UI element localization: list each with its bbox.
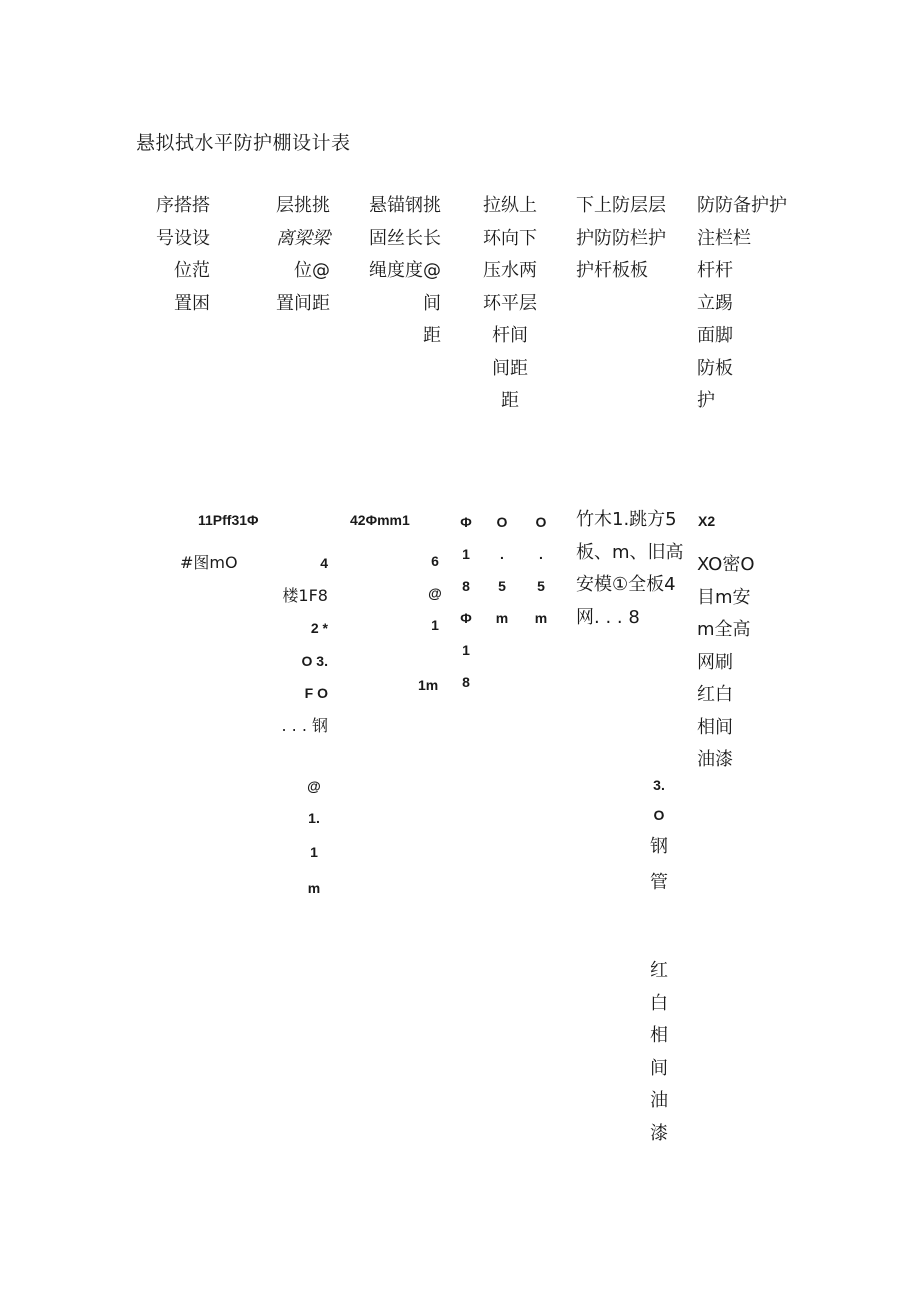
header-line: 杆间 <box>492 325 528 346</box>
cell-cable-spec: 42Φmm1 <box>350 512 410 528</box>
cell-line: F O <box>304 685 328 701</box>
header-line: 注栏栏 <box>697 227 751 249</box>
cell-line: 网刷 <box>697 651 733 673</box>
cell-char: . <box>539 546 543 562</box>
header-line: 置困 <box>174 292 210 314</box>
cell-char: 8 <box>462 578 470 594</box>
cell-char: m <box>534 610 548 626</box>
cell-drawing-ref <box>180 547 238 580</box>
cell-line: 板、m、旧高 <box>576 541 684 563</box>
header-col-tie-bar <box>476 190 544 418</box>
header-line: 位范 <box>174 260 210 281</box>
cell-char: 1. <box>308 810 320 826</box>
header-line: 悬锚钢挑 <box>369 195 441 216</box>
cell-char: 5 <box>537 578 545 594</box>
cell-line: 楼1F8 <box>282 585 328 605</box>
cell-char: Φ <box>460 514 472 530</box>
header-line: 防防备护护 <box>697 195 787 216</box>
cell-char: 相 <box>650 1025 668 1046</box>
cell-char: 1 <box>462 546 470 562</box>
header-line: 拉纵上 <box>483 195 537 216</box>
cell-floor-spacing <box>240 547 328 742</box>
header-col-remarks <box>697 190 797 418</box>
header-line: 下上防层层 <box>576 195 666 216</box>
cell-line: 4 <box>320 555 328 571</box>
cell-protection-materials <box>576 504 684 634</box>
cell-char: @ <box>428 585 442 601</box>
cell-char: @ <box>307 778 321 794</box>
cell-char: O <box>535 514 547 530</box>
cell-pipe-type <box>646 829 672 901</box>
header-line: 绳度度@ <box>369 260 441 281</box>
cell-line: 网. . . 8 <box>576 606 640 628</box>
cell-line: 红白 <box>697 684 733 705</box>
cell-paint-note <box>646 955 672 1150</box>
cell-cable-stack <box>422 545 448 641</box>
cell-line: m全高 <box>697 619 751 640</box>
cell-char: 5 <box>498 578 506 594</box>
cell-char: 红 <box>650 960 668 981</box>
header-line: 固丝长长 <box>369 227 441 249</box>
cell-char: 白 <box>650 992 668 1014</box>
cell-pipe-size <box>646 770 672 830</box>
cell-char: m <box>307 880 321 896</box>
cell-vertical-spacing <box>492 512 512 640</box>
cell-line: #图mO <box>180 553 238 572</box>
cell-char: 1 <box>431 617 439 633</box>
cell-char: 钢 <box>650 836 668 857</box>
cell-line: 油漆 <box>697 749 733 770</box>
header-line: 杆杆 <box>697 260 733 281</box>
cell-position-code: 11Pff31Φ <box>198 512 259 528</box>
header-col-anchor-cable <box>345 190 441 353</box>
header-line: 护杆板板 <box>576 260 648 281</box>
header-line: 环平层 <box>483 292 537 314</box>
header-line: 离梁梁 <box>276 227 330 249</box>
cell-line: . . . 钢 <box>281 715 328 735</box>
header-col-floor-spacing <box>240 190 330 320</box>
cell-char: Φ <box>460 610 472 626</box>
header-line: 环向下 <box>483 227 537 249</box>
cell-line: 相间 <box>697 716 733 738</box>
cell-cable-length: 1m <box>418 677 439 693</box>
cell-tie-diameter <box>456 512 476 704</box>
cell-char: 间 <box>650 1057 668 1079</box>
header-line: 置间距 <box>276 292 330 314</box>
header-line: 位@ <box>294 260 330 281</box>
cell-char: 6 <box>431 553 439 569</box>
header-line: 护 <box>697 390 715 411</box>
cell-line: XO密O <box>697 554 755 575</box>
cell-horizontal-spacing <box>531 512 551 640</box>
header-line: 护防防栏护 <box>576 227 666 249</box>
cell-line: 安模①全板4 <box>576 574 676 595</box>
cell-char: 漆 <box>650 1122 668 1144</box>
header-col-position <box>140 190 210 320</box>
cell-char: m <box>495 610 509 626</box>
cell-char: 1 <box>462 642 470 658</box>
header-line: 防板 <box>697 357 733 379</box>
header-line: 压水两 <box>483 260 537 281</box>
header-line: 距 <box>501 390 519 411</box>
header-line: 间 <box>423 292 441 314</box>
header-line: 间距 <box>492 357 528 379</box>
cell-char: 8 <box>462 674 470 690</box>
header-line: 距 <box>423 325 441 346</box>
cell-remarks <box>697 549 755 777</box>
cell-char: O <box>496 514 508 530</box>
header-col-protection-layers <box>576 190 676 288</box>
header-line: 序搭搭 <box>156 195 210 216</box>
cell-char: 1 <box>310 844 318 860</box>
cell-char: 管 <box>650 872 668 893</box>
header-line: 面脚 <box>697 325 733 346</box>
cell-spacing-stack <box>300 770 328 906</box>
cell-line: 2 * <box>310 620 328 636</box>
header-line: 立踢 <box>697 292 733 314</box>
cell-char: . <box>500 546 504 562</box>
cell-line: 目m安 <box>697 586 751 608</box>
cell-remark-code: X2 <box>698 513 716 529</box>
cell-char: O <box>653 807 665 823</box>
header-line: 层挑挑 <box>276 195 330 216</box>
page-title: 悬拟拭水平防护棚设计表 <box>136 132 351 154</box>
cell-line: 竹木1.跳方5 <box>576 509 677 530</box>
cell-char: 油 <box>650 1090 668 1111</box>
cell-line: O 3. <box>301 652 328 669</box>
header-line: 号设设 <box>156 227 210 249</box>
cell-char: 3. <box>653 777 665 793</box>
